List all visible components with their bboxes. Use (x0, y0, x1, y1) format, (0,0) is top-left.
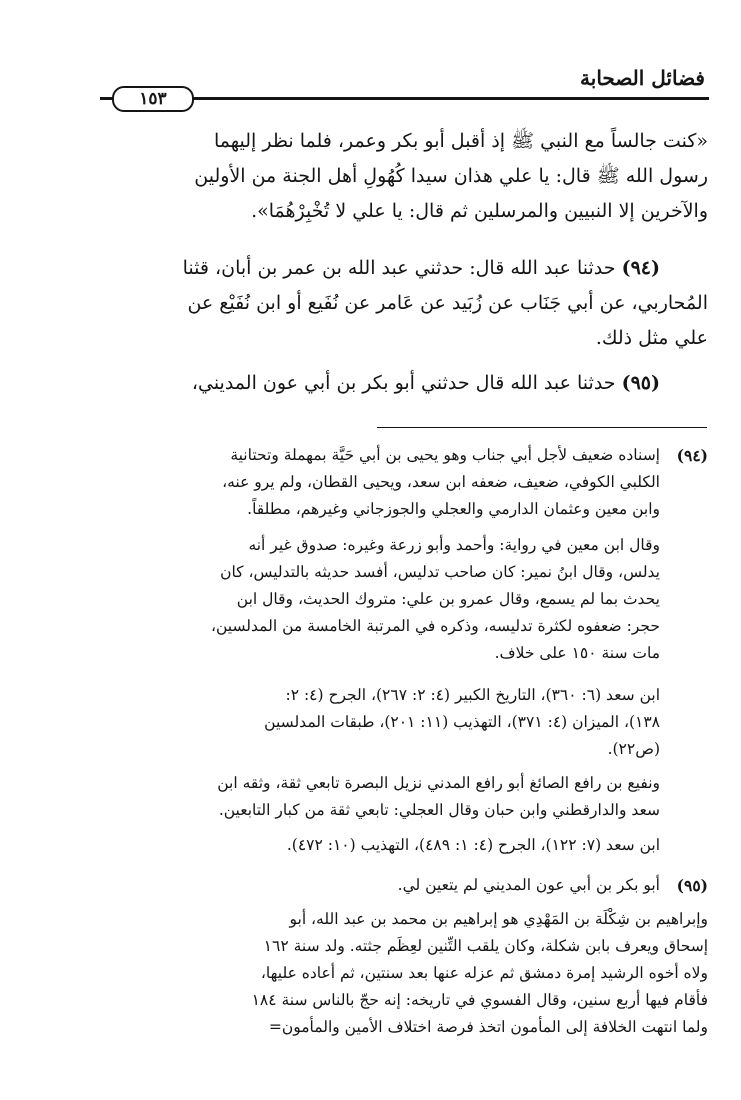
hadith-paragraph-1 (100, 124, 708, 229)
footnote-line: فأقام فيها أربع سنين، وقال الفسوي في تاريخه: إنه حجّ بالناس سنة ١٨٤ (251, 991, 708, 1009)
footnote-94-part-a (100, 442, 660, 523)
footnote-line: ولاه أخوه الرشيد إمرة دمشق ثم عزله عنها بعد سنتين، ثم أعاده عليها، (260, 964, 708, 982)
footnote-line: حجر: ضعفوه لكثرة تدليسه، وذكره في المرتبة الخامسة من المدلسين، (210, 617, 660, 635)
text-line: والآخرين إلا النبيين والمرسلين ثم قال: يا علي لا تُخْبِرْهُمَا». (251, 200, 708, 222)
text-line: علي مثل ذلك. (595, 327, 708, 349)
footnote-number-95: (٩٥) (676, 876, 708, 895)
footnote-line: (ص٢٢). (607, 740, 660, 758)
footnote-94-part-b (100, 532, 660, 667)
footnote-line: يدلس، وقال ابنُ نمير: كان صاحب تدليس، أفسد حديثه بالتدليس، كان (220, 563, 660, 581)
footnote-95-part-b (100, 906, 708, 1041)
footnote-line: ونفيع بن رافع الصائغ أبو رافع المدني نزيل البصرة تابعي ثقة، وثقه ابن (217, 774, 660, 792)
page-number: ١٥٣ (112, 86, 194, 112)
footnote-line: إسحاق ويعرف بابن شكلة، وكان يلقب التِّنين لعِظَم جثته. ولد سنة ١٦٢ (263, 937, 708, 955)
footnote-line: ولما انتهت الخلافة إلى المأمون اتخذ فرصة اختلاف الأمين والمأمون= (268, 1018, 708, 1036)
hadith-paragraph-95 (100, 366, 708, 401)
text-line (100, 251, 708, 286)
footnote-line: وابن معين وعثمان الدارمي والعجلي والجوزجاني وغيرهم، مطلقاً. (247, 500, 660, 518)
footnote-line: إسناده ضعيف لأجل أبي جناب وهو يحيى بن أبي حَيَّة بمهملة وتحتانية (230, 446, 660, 464)
text-line (100, 366, 708, 401)
footnote-94-part-d (100, 770, 660, 824)
footnote-line: وإبراهيم بن شِكْلَة بن المَهْدِي هو إبراهيم بن محمد بن عبد الله، أبو (289, 910, 708, 928)
footnote-line: ابن سعد (٦: ٣٦٠)، التاريخ الكبير (٤: ٢: ٢٦٧)، الجرح (٤: ٢: (285, 686, 660, 704)
text-line: «كنت جالساً مع النبي ﷺ إذ أقبل أبو بكر وعمر، فلما نظر إليهما (213, 130, 708, 152)
footnote-line: الكلبي الكوفي، ضعيف، ضعفه ابن سعد، ويحيى القطان، ولم يرو عنه، (222, 473, 660, 491)
footnote-95-part-a (100, 872, 660, 899)
footnote-line: يحدث بما لم يسمع، وقال عمرو بن علي: متروك الحديث، وقال ابن (236, 590, 660, 608)
footnote-line: مات سنة ١٥٠ على خلاف. (494, 644, 660, 662)
footnote-line: أبو بكر بن أبي عون المديني لم يتعين لي. (397, 876, 660, 894)
footnote-line: وقال ابن معين في رواية: وأحمد وأبو زرعة وغيره: صدوق غير أنه (248, 536, 660, 554)
hadith-paragraph-94 (100, 251, 708, 356)
footnote-line: ابن سعد (٧: ١٢٢)، الجرح (٤: ١: ٤٨٩)، التهذيب (١٠: ٤٧٢). (286, 836, 660, 854)
footnote-separator (377, 427, 707, 428)
hadith-number: (٩٤) (621, 257, 660, 279)
footnote-line: ١٣٨)، الميزان (٤: ٣٧١)، التهذيب (١١: ٢٠١)، طبقات المدلسين (264, 713, 660, 731)
hadith-text: حدثنا عبد الله قال: حدثني عبد الله بن عمر بن أبان، قثنا (182, 257, 616, 279)
text-line: رسول الله ﷺ قال: يا علي هذان سيدا كُهُولِ أهل الجنة من الأولين (194, 165, 708, 187)
hadith-number: (٩٥) (621, 372, 660, 394)
text-line: المُحاربي، عن أبي جَنَاب عن زُبَيد عن عَامر عن نُفَيع أو ابن نُفَيْع عن (187, 292, 708, 314)
footnote-94-part-e (100, 832, 660, 859)
footnote-number-94: (٩٤) (676, 446, 708, 465)
footnote-94-part-c (100, 682, 660, 763)
hadith-text: حدثنا عبد الله قال حدثني أبو بكر بن أبي عون المديني، (191, 372, 616, 394)
running-header-title: فضائل الصحابة (580, 66, 705, 90)
footnote-line: سعد والدارقطني وابن حبان وقال العجلي: تابعي ثقة من كبار التابعين. (218, 801, 660, 819)
